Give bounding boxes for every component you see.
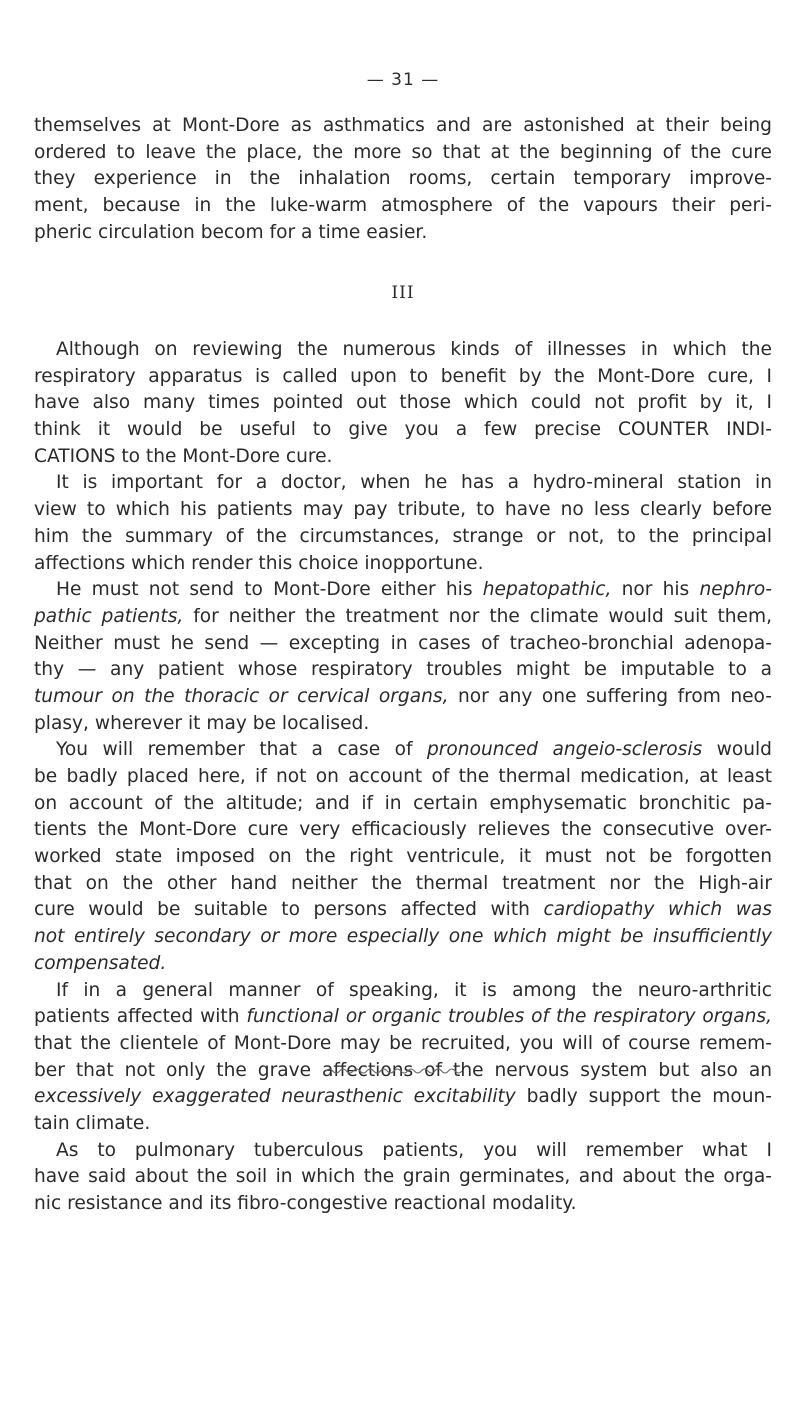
italic-term: pathic patients,: [34, 605, 184, 627]
italic-term: hepatopathic,: [482, 579, 612, 601]
text-run: nor any one suffering from neo-: [448, 685, 772, 707]
text-line: thy — any patient whose respiratory troubles might be imputable to a: [34, 659, 772, 681]
text-run: cure would be suitable to persons affected with: [34, 899, 544, 921]
text-line: that on the other hand neither the thermal treatment nor the High-air: [34, 872, 772, 894]
italic-term: compensated.: [34, 952, 167, 974]
text-line: tain climate.: [34, 1112, 151, 1134]
text-line: [34, 604, 772, 631]
italic-term: excessively exaggerated neurasthenic excitability: [34, 1086, 516, 1108]
text-line: have said about the soil in which the grain germinates, and about the orga-: [34, 1166, 772, 1188]
wavy-divider-ornament: [326, 1066, 462, 1076]
text-line: they experience in the inhalation rooms, certain temporary improve-: [34, 168, 772, 190]
text-line: ordered to leave the place, the more so that at the beginning of the cure: [34, 141, 772, 163]
text-line: [34, 684, 772, 711]
text-line: It is important for a doctor, when he has a hydro-mineral station in: [56, 472, 772, 494]
text-run: patients affected with: [34, 1006, 247, 1028]
text-line: [34, 1004, 772, 1031]
italic-term: not entirely secondary or more especially one which might be insufficiently: [34, 926, 772, 948]
text-line: have also many times pointed out those which could not profit by it, I: [34, 392, 772, 414]
text-line: ment, because in the luke-warm atmosphere of the vapours their peri-: [34, 195, 772, 217]
intro-paragraph: [34, 113, 772, 246]
text-line: respiratory apparatus is called upon to benefit by the Mont-Dore cure, I: [34, 365, 772, 387]
text-line: [34, 951, 772, 978]
text-line: worked state imposed on the right ventricule, it must not be forgotten: [34, 846, 772, 868]
section-heading: III: [391, 283, 415, 303]
text-line: nic resistance and its fibro-congestive reactional modality.: [34, 1193, 577, 1214]
text-line: Although on reviewing the numerous kinds of illnesses in which the: [56, 339, 772, 360]
text-line: As to pulmonary tuberculous patients, you will remember what I: [56, 1139, 772, 1161]
counter-indications-section: [34, 337, 772, 1218]
text-line: him the summary of the circumstances, strange or not, to the principal: [34, 525, 772, 547]
italic-term: cardiopathy which was: [543, 899, 772, 921]
text-line: [34, 897, 772, 924]
text-line: tients the Mont-Dore cure very efficaciously relieves the consecutive over-: [34, 819, 772, 841]
text-line: Neither must he send — excepting in cases of tracheo-bronchial adenopa-: [34, 632, 772, 654]
text-run: would: [702, 739, 772, 761]
text-line: [34, 577, 772, 604]
text-line: [34, 924, 772, 951]
text-line: be badly placed here, if not on account of the thermal medication, at least: [34, 766, 772, 787]
text-run: for neither the treatment nor the climate would suit them,: [183, 605, 772, 627]
text-line: that the clientele of Mont-Dore may be recruited, you will of course remem-: [34, 1032, 772, 1054]
text-line: [34, 737, 772, 764]
text-run: badly support the moun-: [515, 1086, 772, 1108]
page-number: — 31 —: [366, 70, 440, 90]
text-run: He must not send to Mont-Dore either his: [56, 579, 483, 601]
text-line: on account of the altitude; and if in certain emphysematic bronchitic pa-: [34, 792, 772, 814]
text-line: view to which his patients may pay tribute, to have no less clearly before: [34, 499, 772, 521]
italic-term: pronounced angeio-sclerosis: [426, 739, 703, 761]
text-line: think it would be useful to give you a few precise COUNTER INDI-: [34, 419, 772, 441]
italic-term: tumour on the thoracic or cervical organs,: [34, 685, 449, 707]
text-line: [34, 1084, 772, 1111]
text-line: affections which render this choice inopportune.: [34, 552, 484, 574]
text-line: themselves at Mont-Dore as asthmatics and are astonished at their being: [34, 115, 772, 136]
italic-term: nephro-: [699, 579, 772, 601]
text-line: ber that not only the grave affections of the nervous system but also an: [34, 1059, 772, 1081]
text-line: pheric circulation becom for a time easier.: [34, 221, 428, 243]
text-run: nor his: [611, 579, 700, 601]
text-line: plasy, wherever it may be localised.: [34, 712, 370, 734]
text-run: You will remember that a case of: [56, 739, 427, 761]
text-line: CATIONS to the Mont-Dore cure.: [34, 445, 333, 467]
text-line: If in a general manner of speaking, it is among the neuro-arthritic: [56, 979, 772, 1001]
italic-term: functional or organic troubles of the respiratory organs,: [246, 1006, 772, 1028]
